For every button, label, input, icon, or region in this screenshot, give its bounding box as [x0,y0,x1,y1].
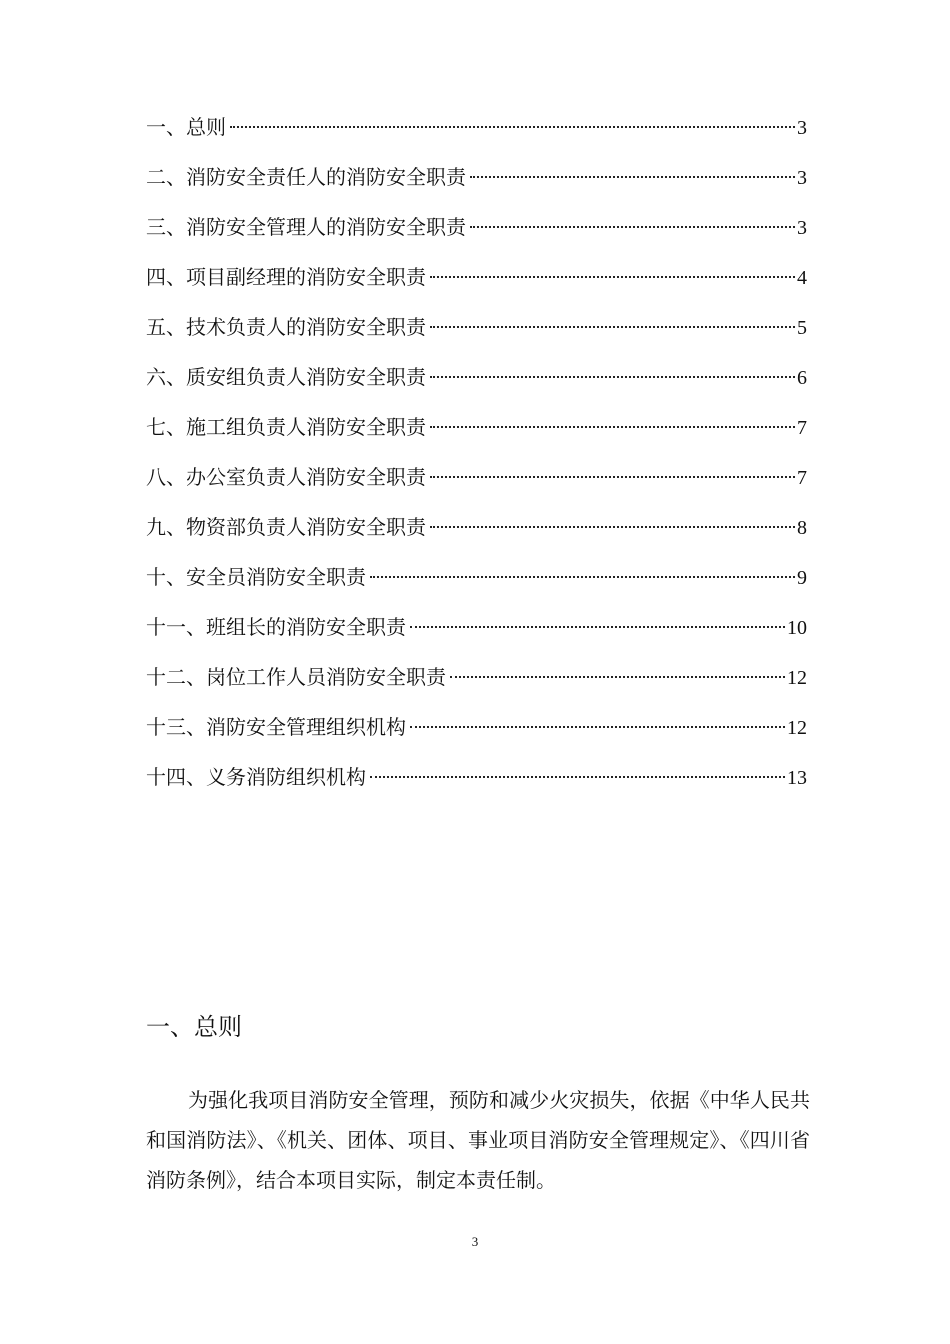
toc-entry[interactable] [146,658,807,708]
toc-dot-leader [430,270,795,278]
section-heading: 一、总则 [146,1013,242,1041]
toc-entry-page: 12 [787,717,807,739]
toc-dot-leader [230,120,795,128]
toc-entry-title: 十二、岗位工作人员消防安全职责 [146,665,446,689]
toc-entry-title: 八、办公室负责人消防安全职责 [146,465,426,489]
toc-entry[interactable] [146,358,807,408]
toc-dot-leader [430,420,795,428]
page-number: 3 [471,1234,479,1249]
toc-entry-page: 3 [797,217,807,239]
toc-entry-page: 10 [787,617,807,639]
toc-entry[interactable] [146,508,807,558]
toc-entry-page: 3 [797,167,807,189]
toc-entry-title: 十一、班组长的消防安全职责 [146,615,406,639]
toc-dot-leader [430,520,795,528]
toc-entry-page: 5 [797,317,807,339]
toc-entry[interactable] [146,758,807,808]
toc-dot-leader [410,620,785,628]
toc-entry[interactable] [146,458,807,508]
toc-entry-page: 6 [797,367,807,389]
toc-entry-page: 4 [797,267,807,289]
toc-entry-page: 13 [787,767,807,789]
toc-entry[interactable] [146,708,807,758]
toc-entry-page: 7 [797,467,807,489]
toc-entry-title: 九、物资部负责人消防安全职责 [146,515,426,539]
toc-entry-page: 7 [797,417,807,439]
toc-dot-leader [430,470,795,478]
toc-dot-leader [470,170,795,178]
table-of-contents [146,108,807,808]
toc-dot-leader [470,220,795,228]
toc-entry[interactable] [146,108,807,158]
toc-entry[interactable] [146,308,807,358]
toc-entry-page: 8 [797,517,807,539]
toc-entry-title: 十、安全员消防安全职责 [146,565,366,589]
toc-entry[interactable] [146,258,807,308]
toc-entry-page: 9 [797,567,807,589]
toc-entry[interactable] [146,158,807,208]
toc-entry-title: 四、项目副经理的消防安全职责 [146,265,426,289]
toc-entry-title: 十三、消防安全管理组织机构 [146,715,406,739]
toc-dot-leader [430,320,795,328]
toc-dot-leader [410,720,785,728]
toc-entry-title: 二、消防安全责任人的消防安全职责 [146,165,466,189]
toc-entry[interactable] [146,208,807,258]
toc-entry[interactable] [146,408,807,458]
toc-entry-title: 五、技术负责人的消防安全职责 [146,315,426,339]
toc-entry-title: 六、质安组负责人消防安全职责 [146,365,426,389]
body-paragraph: 为强化我项目消防安全管理，预防和减少火灾损失，依据《中华人民共和国消防法》、《机关、团体、项目、事业项目消防安全管理规定》、《四川省消防条例》，结合本项目实际，制定本责任制。 [146,1088,810,1192]
toc-entry-title: 七、施工组负责人消防安全职责 [146,415,426,439]
toc-dot-leader [430,370,795,378]
toc-entry[interactable] [146,558,807,608]
toc-entry[interactable] [146,608,807,658]
toc-dot-leader [370,570,795,578]
toc-entry-title: 一、总则 [146,115,226,139]
toc-entry-title: 十四、义务消防组织机构 [146,765,366,789]
toc-entry-page: 3 [797,117,807,139]
toc-dot-leader [450,670,785,678]
toc-entry-page: 12 [787,667,807,689]
toc-entry-title: 三、消防安全管理人的消防安全职责 [146,215,466,239]
toc-dot-leader [370,770,785,778]
